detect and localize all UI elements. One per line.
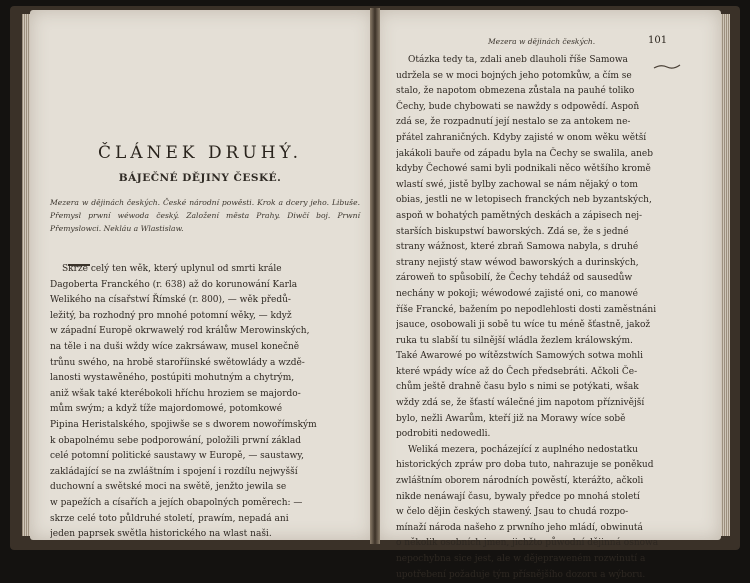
text-line: starších biskupstwí baworských. Zdá se, že s jedné (396, 226, 629, 237)
text-line: strany nejistý staw wéwod baworských a durinských, (396, 257, 639, 268)
text-line: Weliká mezera, pocházející z auplného nedostatku (408, 444, 638, 455)
text-line: kdyby Čechowé sami byli podnikali něco wětšího kromě (396, 164, 651, 175)
text-line: mům swým; a když tíže majordomowé, potomkowé (50, 404, 283, 415)
summary-line: dcery jeho. Libuše. Přemysl prwní wéwoda český. Založení (50, 198, 360, 220)
text-line: wždy zdá se, že šťastí wálečné jim napotom příznivější (396, 398, 645, 409)
text-line: přátel zahraničných. Kdyby zajisté w onom wěku wětší (396, 132, 647, 143)
chapter-subtitle: BÁJEČNÉ DĚJINY ČESKÉ. (118, 172, 282, 184)
page-edges-right (721, 14, 730, 536)
text-line: trůnu swého, na hrobě staroříinské swětowlády a wzdě- (50, 357, 305, 368)
text-line: Dagoberta Franckého (r. 638) až do korunowání Karla (50, 279, 298, 290)
text-line: w západní Europě okrwawelý rod králůw Merowinských, (50, 326, 310, 337)
text-line: jsauce, osobowali ji sobě tu wíce tu méně šťastně, jakož (396, 320, 651, 331)
text-line: které wpády wíce až do Čech předsebráti. Ačkoli Če- (396, 366, 638, 377)
text-line: celé potomní politické saustawy w Europě, — saustawy, (50, 451, 305, 462)
left-page-text (50, 262, 362, 543)
text-line: aniž wšak také kterébokoli hříchu hroziem se majordo- (50, 388, 301, 399)
text-line: bylo, nežli Awarům, kteří již na Morawy wíce sobě (396, 413, 626, 424)
text-line: nechány w pokoji; wéwodowé zajisté oni, co manowé (396, 288, 638, 299)
text-line: aspoň w bohatých pamětných deskách a zápisech nej- (396, 210, 643, 221)
text-line: Skrze celý ten wěk, který uplynul od smrti krále (62, 264, 282, 274)
text-line: jakákoli bauře od západu byla na Čechy se swalila, aneb (396, 148, 654, 159)
text-line: zároweň to spůsobilí, že Čechy tehdáž od sausedůw (396, 273, 633, 284)
running-header: Mezera w dějinách českých. (488, 37, 596, 46)
text-line: Pipina Heristalského, spojiwše se s dworem nowořímským (50, 419, 317, 430)
text-line: Welikého na císařstwí Římské (r. 800), — wěk předů- (50, 295, 291, 306)
text-line: ležitý, ba rozhodný pro mnohé potomní wěky, — když (50, 310, 292, 321)
text-line: wlastí swé, jistě bylby zachowal se nám nějaký o tom (396, 179, 638, 190)
text-line: duchowní a swětské moci na swětě, jenžto jewila se (50, 482, 287, 493)
text-line: zdá se, že rozpadnutí její nestalo se za antokem ne- (396, 117, 631, 128)
summary-line: města Prahy. Diwčí boj. Prwní Přemyslowci. Nekláu a (50, 211, 360, 233)
text-line: ruka tu slabší tu silnější wládla žezlem králowským. (396, 335, 633, 346)
text-line: historických zpráw pro doba tuto, nahrazuje se poněkud (396, 460, 654, 471)
text-line: říše Francké, bažením po nepodlehlosti dosti zaměstnáni (396, 304, 657, 315)
text-line: mínaží národa našeho z prwního jeho mládí, obwinutá (396, 522, 643, 533)
summary-line: Wlastislaw. (140, 224, 184, 233)
text-line: w čelo dějin českých stawený. Jsau to chudá rozpo- (396, 507, 629, 518)
text-line: o několik osobních jmen, jichžto půwodní dějinná osnowa (396, 538, 659, 549)
text-line: zakládající se na zwláštním i spojení i rozdílu nejwyšší (50, 466, 298, 477)
text-line: upotřebení požaduje tým přísnějšího dozoru a wýboru. (396, 569, 646, 580)
summary-line: Mezera w dějinách českých. České národní powěsti. Krok a (50, 198, 284, 207)
text-line: nikde nenáwají času, bywaly předce po mnohá století (396, 491, 640, 502)
right-page-text (396, 53, 714, 583)
text-line: skrze celé toto půldruhé století, prawím, nepadá ani (50, 513, 289, 524)
text-line: Také Awarowé po wítězstwích Samowých sotwa mohli (396, 351, 643, 362)
text-line: obias, jestli ne w letopisech franckých neb byzantských, (396, 195, 652, 206)
book-gutter (370, 8, 380, 544)
text-line: strany wážnost, které zbraň Samowa nabyla, s druhé (396, 242, 639, 253)
chapter-heading: ČLÁNEK DRUHÝ. (98, 143, 302, 163)
text-line: w papežích a císařích a jejích obapolných poměrech: — (50, 497, 303, 508)
text-line: stalo, že napotom obmezena zůstala na pauhé toliko (396, 86, 635, 97)
text-line: Čechy, bude chybowati se nawždy s odpowědí. Aspoň (396, 101, 640, 112)
text-line: jeden paprsek swětla historického na wlast naši. (50, 529, 272, 540)
text-line: nepochybna sice jest, ale w dějepraweném rozwinutí a (396, 554, 646, 564)
page-edges-left (22, 14, 30, 536)
text-line: Otázka tedy ta, zdali aneb dlauholi říše Samowa (408, 55, 628, 65)
text-line: udržela se w moci bojných jeho potomkůw, a čím se (396, 70, 632, 81)
text-line: na těle i na duši wždy wíce zakrsáwaw, musel konečně (50, 341, 300, 352)
text-line: lanosti wystawěného, postúpiti mohutným a chytrým, (50, 373, 295, 384)
text-line: chům ještě drahně času bylo s nimi se potýkati, wšak (396, 382, 639, 393)
text-line: zwláštním oborem národních powěstí, kterážto, ačkoli (396, 476, 644, 487)
text-line: podrobiti nedowedli. (396, 429, 491, 440)
text-line: k obapolnému sebe podporowání, položili prwní základ (50, 435, 302, 446)
chapter-summary (50, 196, 360, 235)
page-number: 101 (648, 35, 668, 46)
